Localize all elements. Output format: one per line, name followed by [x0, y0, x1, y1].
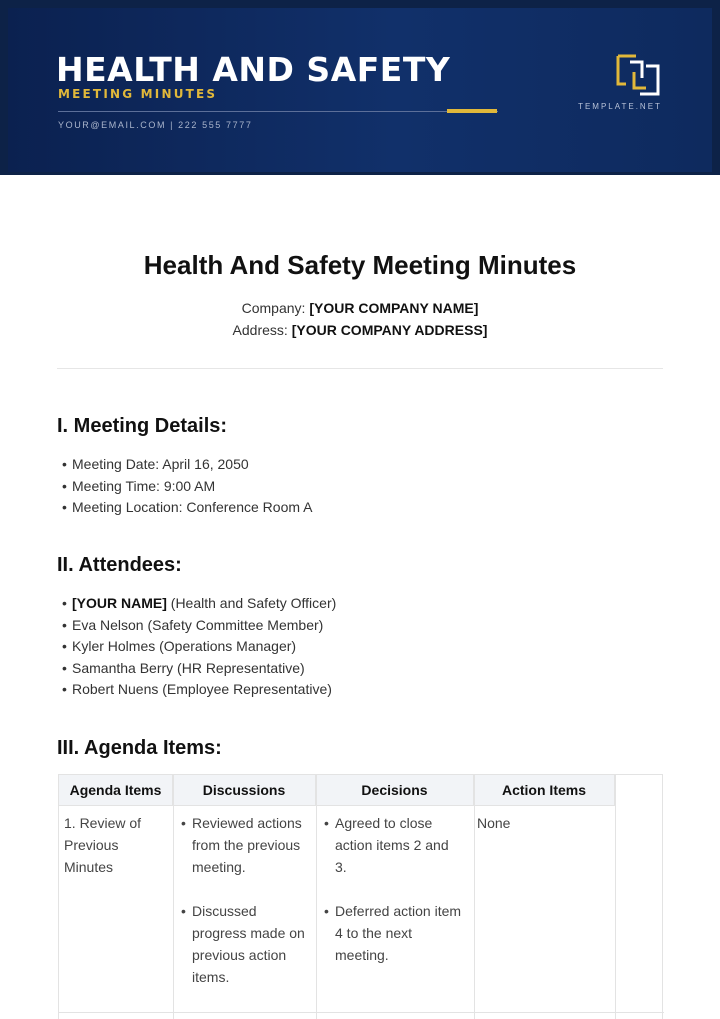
address-line — [0, 322, 720, 338]
list-item: • Meeting Date: April 16, 2050 — [62, 456, 249, 472]
agenda-item-cell: 1. Review of Previous Minutes — [64, 815, 142, 875]
attendee-text: Samantha Berry (HR Representative) — [72, 659, 305, 676]
column-divider — [173, 775, 174, 1019]
attendee-text: Eva Nelson (Safety Committee Member) — [72, 616, 324, 633]
column-header: Discussions — [173, 775, 316, 806]
list-item: • Meeting Time: 9:00 AM — [62, 477, 216, 494]
column-header: Agenda Items — [59, 775, 173, 806]
meeting-details-list — [62, 454, 312, 519]
attendee-text: Kyler Holmes (Operations Manager) — [72, 638, 297, 654]
address-label: Address: — [232, 322, 288, 338]
banner-divider-accent — [447, 109, 497, 113]
attendees-list — [62, 593, 336, 701]
address-value: [YOUR COMPANY ADDRESS] — [291, 322, 488, 338]
discussions-cell — [181, 812, 309, 988]
agenda-heading: III. Agenda Items: — [57, 737, 222, 759]
banner-title: HEALTH AND SAFETY — [56, 50, 451, 89]
action-items-cell: None — [477, 815, 511, 831]
column-divider — [615, 775, 616, 1019]
document-title: Health And Safety Meeting Minutes — [143, 250, 577, 280]
list-item: • Robert Nuens (Employee Representative) — [62, 681, 332, 697]
template-logo-text: TEMPLATE.NET — [578, 102, 662, 111]
column-divider — [316, 775, 317, 1019]
meeting-date: Meeting Date: April 16, 2050 — [72, 456, 249, 472]
banner-subtitle: MEETING MINUTES — [58, 87, 218, 101]
list-item: • Agreed to close action items 2 and 3. — [324, 812, 464, 878]
row-divider — [59, 1012, 664, 1013]
meeting-time: Meeting Time: 9:00 AM — [72, 477, 216, 494]
list-item: • Deferred action item 4 to the next meeting. — [324, 900, 464, 966]
column-divider — [474, 775, 475, 1019]
attendees-heading: II. Attendees: — [57, 554, 182, 576]
attendee-text: Robert Nuens (Employee Representative) — [72, 681, 332, 697]
company-label: Company: — [241, 300, 306, 316]
banner-divider — [58, 111, 498, 112]
list-item: • Samantha Berry (HR Representative) — [62, 659, 305, 676]
attendee-role: (Health and Safety Officer) — [166, 595, 337, 611]
list-item: • Kyler Holmes (Operations Manager) — [62, 638, 297, 654]
header-banner — [0, 0, 720, 175]
list-item: • Discussed progress made on previous action items. — [181, 900, 309, 988]
attendee-name: [YOUR NAME] — [72, 595, 167, 611]
company-line — [0, 300, 720, 316]
agenda-table — [58, 774, 663, 1019]
banner-contact: YOUR@EMAIL.COM | 222 555 7777 — [58, 120, 253, 130]
column-header: Action Items — [474, 775, 615, 806]
meeting-details-heading: I. Meeting Details: — [57, 415, 228, 437]
list-item: • Reviewed actions from the previous meeting. — [181, 812, 309, 878]
list-item: • Meeting Location: Conference Room A — [62, 499, 313, 515]
list-item: • Eva Nelson (Safety Committee Member) — [62, 616, 324, 633]
template-logo-icon — [614, 54, 662, 96]
column-header: Decisions — [316, 775, 474, 806]
list-item: • [YOUR NAME] (Health and Safety Officer) — [62, 595, 337, 611]
company-value: [YOUR COMPANY NAME] — [309, 300, 479, 316]
decisions-cell — [324, 812, 464, 966]
section-divider — [57, 368, 663, 369]
meeting-location: Meeting Location: Conference Room A — [72, 499, 313, 515]
